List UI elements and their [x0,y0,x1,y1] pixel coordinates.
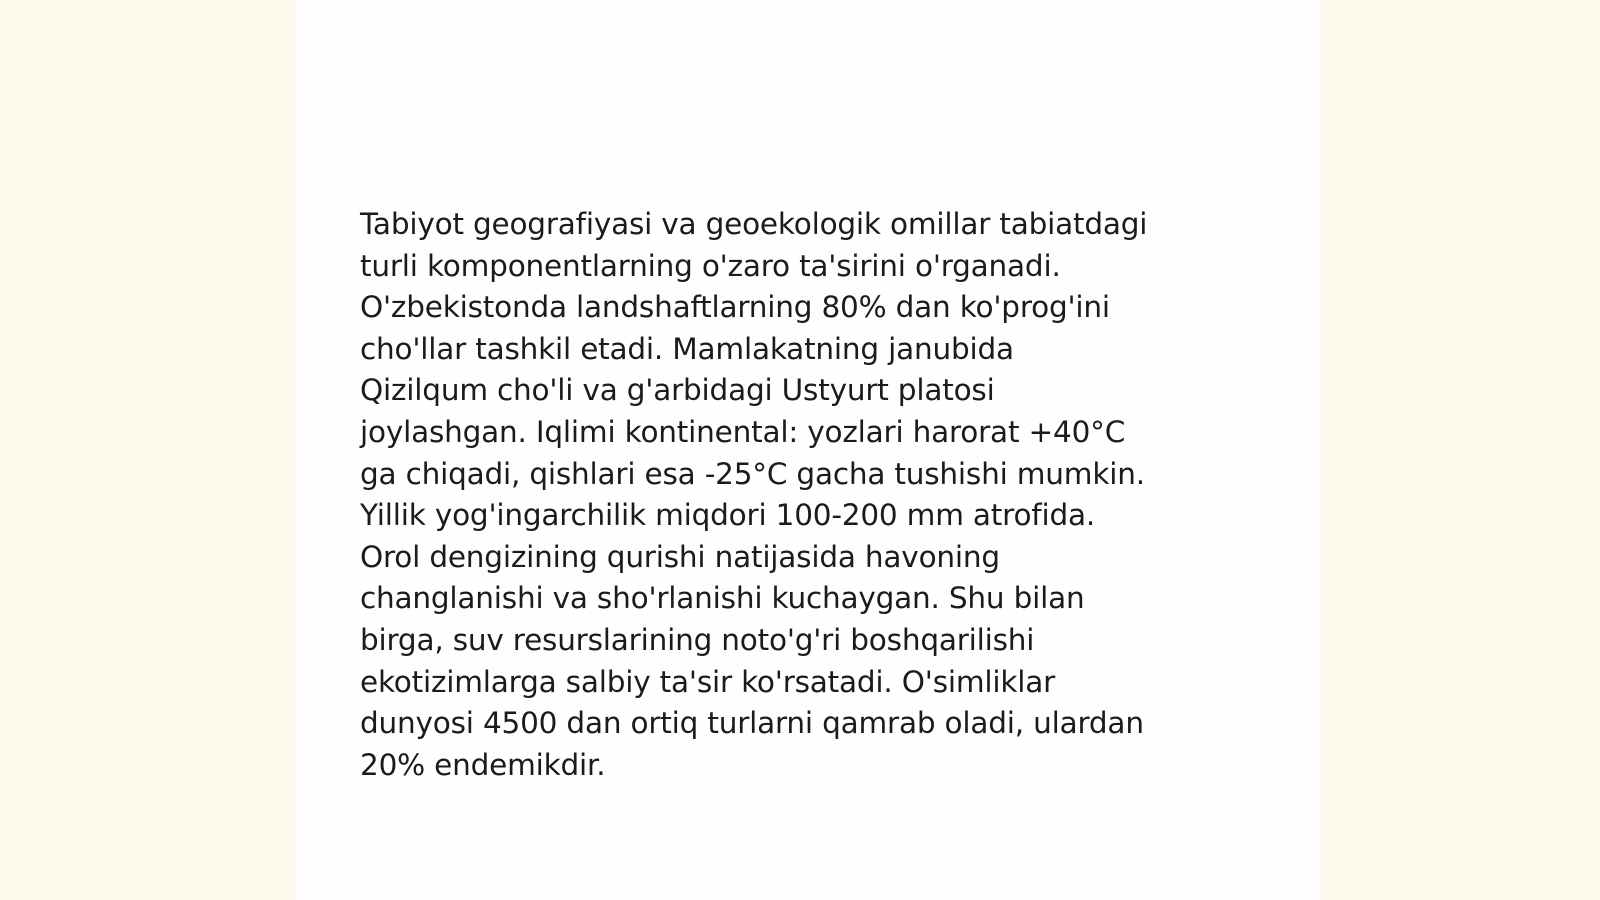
text-line: ga chiqadi, qishlari esa -25°C gacha tushishi mumkin. [360,456,1145,491]
text-line: cho'llar tashkil etadi. Mamlakatning janubida [360,331,1014,366]
text-line: dunyosi 4500 dan ortiq turlarni qamrab oladi, ulardan [360,706,1144,741]
body-paragraph [360,204,1260,786]
text-line: Qizilqum cho'li va g'arbidagi Ustyurt platosi [360,373,995,408]
text-line: Tabiyot geografiyasi va geoekologik omillar tabiatdagi [360,207,1148,241]
text-line: O'zbekistonda landshaftlarning 80% dan ko'prog'ini [360,290,1110,325]
text-line: changlanishi va sho'rlanishi kuchaygan. Shu bilan [360,581,1085,616]
text-line: ekotizimlarga salbiy ta'sir ko'rsatadi. O'simliklar [360,664,1056,699]
text-line: Orol dengizining qurishi natijasida havoning [360,539,1000,574]
text-line: 20% endemikdir. [360,747,606,782]
text-line: joylashgan. Iqlimi kontinental: yozlari harorat +40°C [360,414,1126,449]
text-line: birga, suv resurslarining noto'g'ri boshqarilishi [360,622,1035,657]
text-line: Yillik yog'ingarchilik miqdori 100-200 mm atrofida. [360,498,1096,533]
document-sheet [296,0,1320,900]
text-line: turli komponentlarning o'zaro ta'sirini o'rganadi. [360,248,1061,283]
